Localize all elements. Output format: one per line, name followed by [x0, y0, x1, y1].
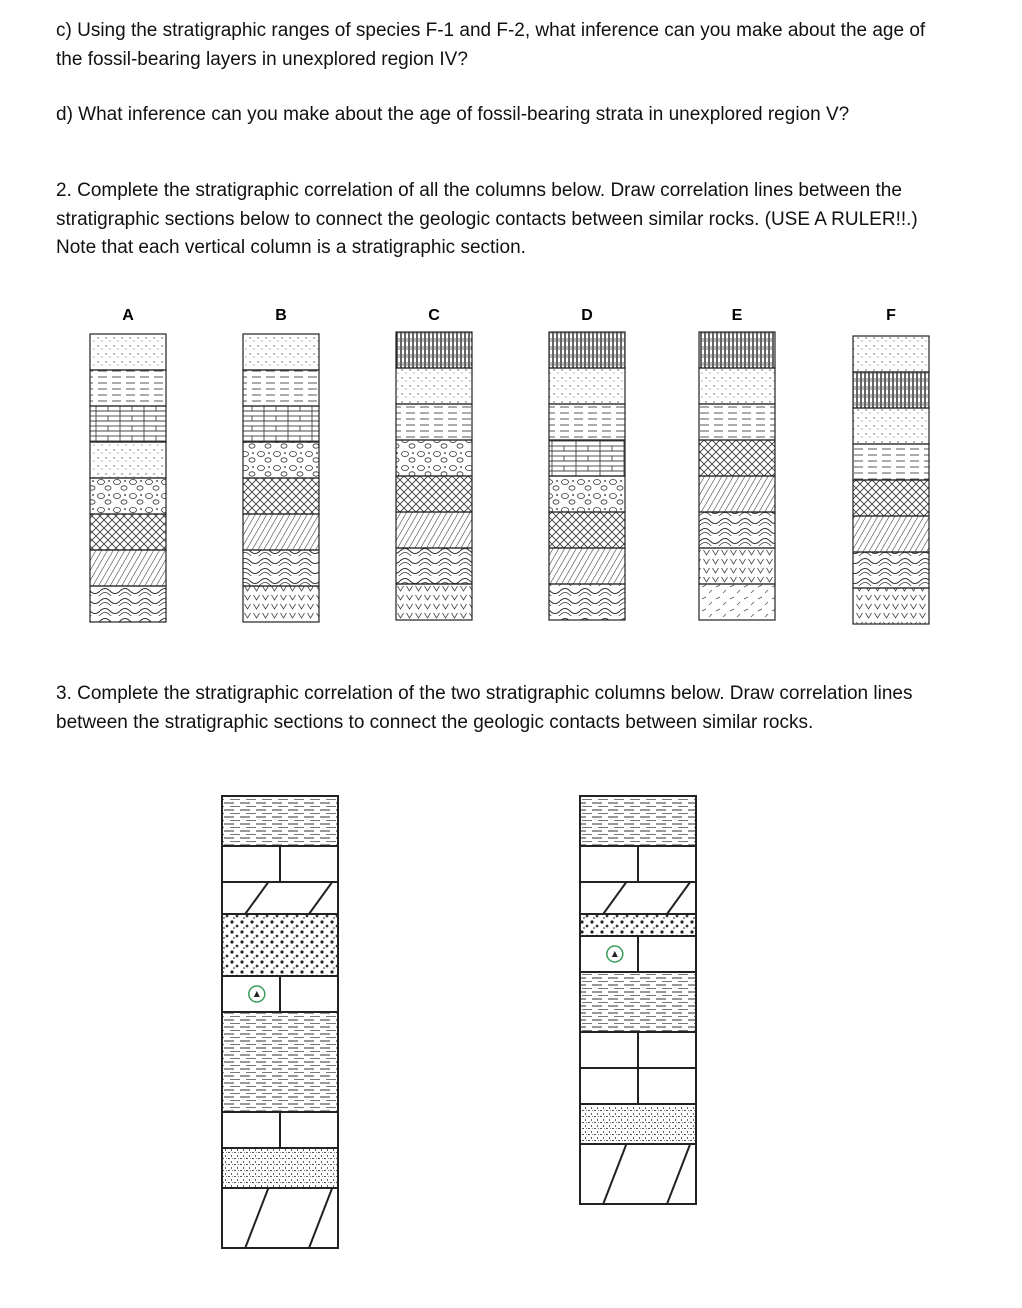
column-label: B	[275, 307, 287, 324]
layer-coal	[396, 332, 472, 368]
layer-diagonal	[549, 548, 625, 584]
layer-diagonal	[853, 516, 929, 552]
layer-limestone	[580, 1068, 696, 1104]
layer-limestone	[222, 1112, 338, 1148]
column-c	[396, 307, 472, 620]
layer-coal	[853, 372, 929, 408]
layer-shale	[853, 444, 929, 480]
layer-sandstone	[549, 368, 625, 404]
column-a	[90, 307, 166, 622]
column-d	[549, 307, 625, 620]
layer-sandstone	[90, 334, 166, 370]
layer-dolomite	[222, 882, 338, 914]
column-f	[853, 307, 929, 624]
layer-speckled	[580, 1104, 696, 1144]
question-c: c) Using the stratigraphic ranges of species F-1 and F-2, what inference can you make about the age of the fossil-bearing layers in unexplored region IV?	[56, 20, 926, 70]
layer-coal	[549, 332, 625, 368]
layer-sandstone	[580, 914, 696, 936]
layer-shale	[222, 796, 338, 846]
layer-conglomerate	[90, 478, 166, 514]
layer-limestone	[580, 846, 696, 882]
layer-limestone	[580, 1032, 696, 1068]
question-2: 2. Complete the stratigraphic correlation of all the columns below. Draw correlation lines between the stratigraphic sections below to connect the geologic contacts between similar rocks. (USE A RULER!!.) Note that each vertical column is a stratigraphic section.	[56, 180, 918, 258]
layer-volcanic	[243, 586, 319, 622]
layer-diagonal	[699, 476, 775, 512]
layer-limestone	[90, 406, 166, 442]
column-label: F	[886, 307, 896, 324]
layer-wavy	[699, 512, 775, 548]
layer-wavy	[396, 548, 472, 584]
layer-diagonal	[90, 550, 166, 586]
layer-hatch	[853, 480, 929, 516]
column-b	[243, 307, 319, 622]
layer-hatch	[549, 512, 625, 548]
layer-hatch	[90, 514, 166, 550]
two-column-correlation-figure	[0, 780, 1022, 1260]
layer-wavy	[90, 586, 166, 622]
layer-volcanic	[396, 584, 472, 620]
layer-volcanic	[699, 548, 775, 584]
layer-shale	[549, 404, 625, 440]
layer-dolomite	[222, 1188, 338, 1248]
layer-granite	[699, 584, 775, 620]
layer-diagonal	[396, 512, 472, 548]
layer-limestone-fossil	[580, 936, 696, 972]
layer-dolomite	[580, 1144, 696, 1204]
column-e	[699, 307, 775, 620]
layer-sandstone	[853, 408, 929, 444]
layer-sandstone	[699, 368, 775, 404]
layer-volcanic	[853, 588, 929, 624]
layer-shale	[699, 404, 775, 440]
layer-limestone	[243, 406, 319, 442]
layer-conglomerate	[549, 476, 625, 512]
layer-hatch	[243, 478, 319, 514]
layer-wavy	[853, 552, 929, 588]
layer-wavy	[243, 550, 319, 586]
layer-sandstone	[90, 442, 166, 478]
layer-sandstone	[396, 368, 472, 404]
layer-dolomite	[580, 882, 696, 914]
question-3: 3. Complete the stratigraphic correlation of the two stratigraphic columns below. Draw correlation lines between the stratigraphic sections to connect the geologic contacts between similar rocks.	[56, 683, 913, 733]
layer-shale	[580, 796, 696, 846]
layer-limestone	[549, 440, 625, 476]
layer-conglomerate	[243, 442, 319, 478]
layer-sandstone	[853, 336, 929, 372]
layer-shale	[243, 370, 319, 406]
layer-shale	[396, 404, 472, 440]
layer-shale	[222, 1012, 338, 1112]
layer-hatch	[699, 440, 775, 476]
column-label: C	[428, 307, 440, 324]
column-label: D	[581, 307, 593, 324]
left-column	[222, 796, 338, 1248]
layer-limestone	[222, 846, 338, 882]
layer-hatch	[396, 476, 472, 512]
layer-coal	[699, 332, 775, 368]
layer-wavy	[549, 584, 625, 620]
stratigraphic-columns-figure	[0, 296, 1022, 636]
question-d: d) What inference can you make about the age of fossil-bearing strata in unexplored region V?	[56, 104, 850, 125]
column-label: E	[731, 307, 743, 324]
layer-diagonal	[243, 514, 319, 550]
right-column	[580, 796, 696, 1204]
layer-sandstone	[222, 914, 338, 976]
layer-sandstone	[243, 334, 319, 370]
layer-limestone-fossil	[222, 976, 338, 1012]
layer-shale	[90, 370, 166, 406]
layer-shale	[580, 972, 696, 1032]
layer-conglomerate	[396, 440, 472, 476]
column-label: A	[122, 307, 134, 324]
layer-speckled	[222, 1148, 338, 1188]
